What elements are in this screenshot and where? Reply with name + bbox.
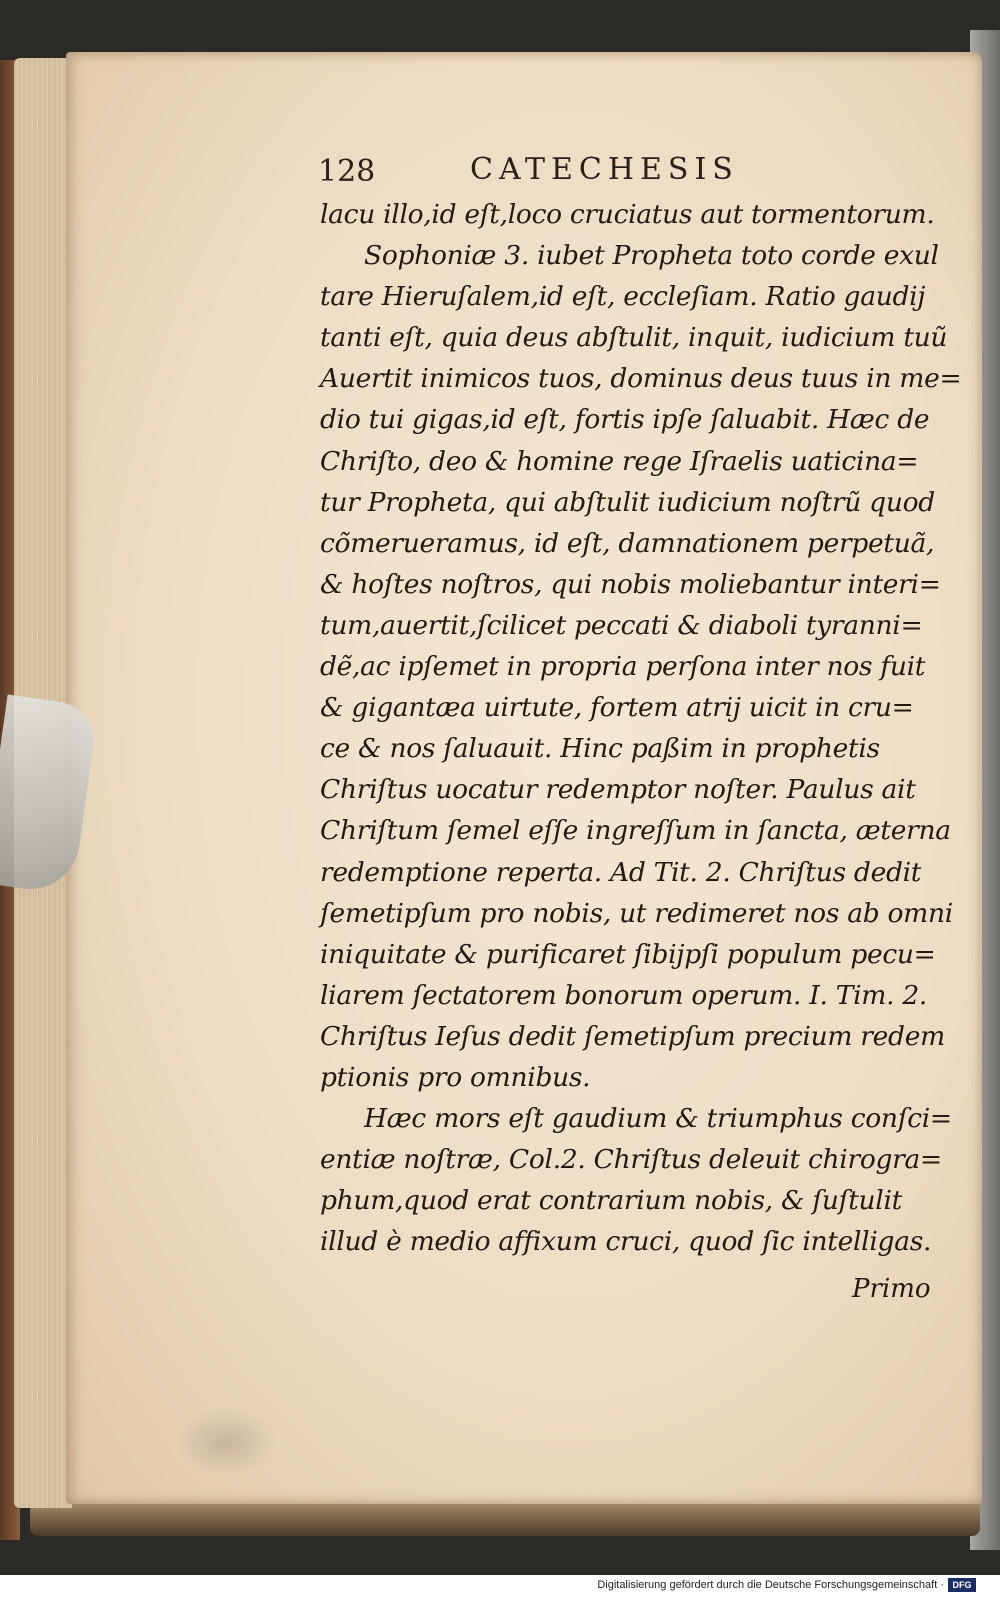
text-line: dẽ,ac ipſemet in propria perſona inter nos fuit — [320, 651, 926, 683]
text-line: lacu illo,id eſt,loco cruciatus aut tormentorum. — [320, 199, 935, 230]
catchword: Primo — [852, 1274, 931, 1304]
text-line: ſemetipſum pro nobis, ut redimeret nos ab omni — [320, 897, 953, 929]
text-line: liarem ſectatorem bonorum operum. I. Tim. 2. — [320, 979, 928, 1011]
text-line: ptionis pro omnibus. — [320, 1061, 591, 1093]
running-title: CATECHESIS — [470, 152, 739, 187]
text-line: tur Propheta, qui abſtulit iudicium noſtrũ quod — [320, 486, 935, 518]
dfg-logo: DFG — [948, 1578, 976, 1592]
page-header — [318, 150, 928, 194]
text-line: Sophoniæ 3. iubet Propheta toto corde exul — [364, 240, 939, 272]
body-text — [320, 194, 962, 1262]
text-line: & gigantæa uirtute, fortem atrij uicit in cru= — [320, 692, 914, 724]
page-stain — [176, 1407, 276, 1477]
page-number: 128 — [318, 154, 376, 189]
footer-credit: Digitalisierung gefördert durch die Deutsche Forschungsgemeinschaft · — [597, 1579, 944, 1591]
text-line: entiæ noſtræ, Col.2. Chriſtus deleuit chirogra= — [320, 1144, 942, 1176]
text-line: cõmerueramus, id eſt, damnationem perpetuã, — [320, 527, 935, 559]
text-line: tare Hieruſalem,id eſt, eccleſiam. Ratio gaudij — [320, 281, 926, 313]
text-line: Chriſtus uocatur redemptor noſter. Paulus ait — [320, 774, 916, 806]
text-line: Auertit inimicos tuos, dominus deus tuus in me= — [320, 363, 962, 395]
text-line: Chriſtum ſemel eſſe ingreſſum in ſancta, æterna — [320, 815, 951, 847]
text-line: dio tui gigas,id eſt, fortis ipſe ſaluabit. Hæc de — [320, 404, 930, 436]
text-line: Chriſtus Ieſus dedit ſemetipſum precium redem — [320, 1020, 945, 1052]
text-line: Hæc mors eſt gaudium & triumphus conſci= — [364, 1103, 952, 1135]
text-line: tum,auertit,ſcilicet peccati & diaboli tyranni= — [320, 609, 923, 641]
text-line: redemptione reperta. Ad Tit. 2. Chriſtus dedit — [320, 856, 922, 888]
text-line: & hoſtes noſtros, qui nobis moliebantur interi= — [320, 568, 941, 600]
text-line: phum,quod erat contrarium nobis, & ſuſtulit — [320, 1185, 903, 1217]
text-line: Chriſto, deo & homine rege Iſraelis uaticina= — [320, 445, 919, 477]
text-line: tanti eſt, quia deus abſtulit, inquit, iudicium tuũ — [320, 322, 948, 354]
text-line: ce & nos ſaluauit. Hinc paßim in prophetis — [320, 733, 880, 765]
text-line: iniquitate & purificaret ſibijpſi populum pecu= — [320, 938, 936, 970]
text-line: illud è medio affixum cruci, quod ſic intelligas. — [320, 1226, 932, 1258]
footer-bar — [0, 1575, 1000, 1598]
